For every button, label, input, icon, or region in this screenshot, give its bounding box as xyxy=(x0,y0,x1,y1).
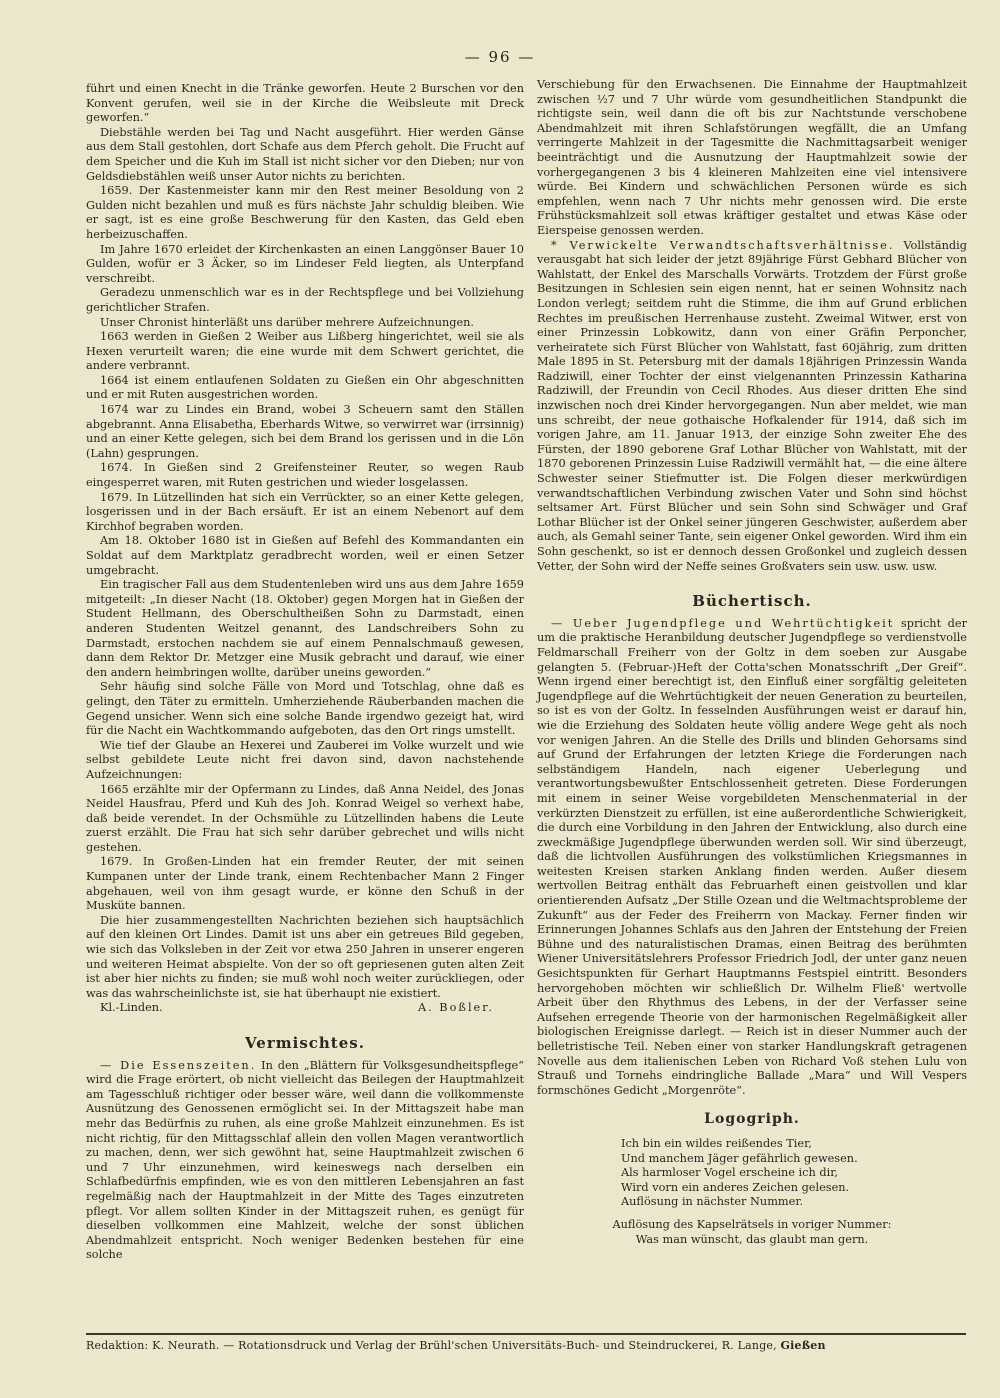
left-paragraph: Im Jahre 1670 erleidet der Kirchenkasten an einen Langgönser Bauer 10 Gulden, wofür er 3 Äcker, so im Lindeser Feld liegten, als Unterpfand verschreibt. xyxy=(86,242,524,285)
left-paragraph: 1659. Der Kastenmeister kann mir den Rest meiner Besoldung von 2 Gulden nicht bezahlen und muß es fürs nächste Jahr schuldig bleiben. Wie er sagt, ist es eine große Beschwerung für den Kasten, das Geld eben herbeizuschaffen. xyxy=(86,184,524,241)
logogriph-poem xyxy=(537,1137,967,1210)
left-paragraph: 1674. In Gießen sind 2 Greifensteiner Reuter, so wegen Raub eingesperret waren, mit Ruten gestrichen und wieder losgelassen. xyxy=(86,461,524,490)
left-paragraph: Unser Chronist hinterläßt uns darüber mehrere Aufzeichnungen. xyxy=(100,315,475,329)
essenszeiten-continuation: Verschiebung für den Erwachsenen. Die Einnahme der Hauptmahlzeit zwischen ½7 und 7 Uhr würde vom gesundheitlichen Standpunkt die richtigste sein, weil dann die oft bis zur Nachtstunde verschobene Abendmahlzeit mit ihren Schlafstörungen wegfällt, die an Umfang verringerte Mahlzeit in der Tagesmitte die Nachmittagsarbeit weniger beeinträchtigt und die Ausnutzung der Hauptmahlzeit sowie der vorhergegangenen 3 bis 4 kleineren Mahlzeiten eine viel intensivere würde. Bei Kindern und schwächlichen Personen würde es sich empfehlen, wenn nach 7 Uhr nichts mehr genossen wird. Die erste Frühstücksmahlzeit soll etwas kräftiger gestaltet und etwas Käse oder Eierspeise genossen werden. xyxy=(537,78,967,237)
left-paragraph: 1674 war zu Lindes ein Brand, wobei 3 Scheuern samt den Ställen abgebrannt. Anna Elisabetha, Eberhards Witwe, so verwirret war (irrsinnig) und an einer Kette gelegen, sich bei dem Brand los gerissen und in die Lön (Lahn) gesprungen. xyxy=(86,403,524,460)
buechertisch-paragraph xyxy=(537,617,967,1099)
imprint-footer xyxy=(86,1339,966,1352)
left-paragraph: führt und einen Knecht in die Tränke geworfen. Heute 2 Burschen vor den Konvent gerufen, weil sie in der Kirche die Weibsleute mit Dreck geworfen.“ xyxy=(86,82,524,125)
page-number: — 96 — xyxy=(464,48,536,66)
left-paragraph: 1679. In Lützellinden hat sich ein Verrückter, so an einer Kette gelegen, losgerissen und in der Bach ersäuft. Er ist an einem Nebenort auf dem Kirchhof begraben worden. xyxy=(86,490,524,533)
left-paragraph: Am 18. Oktober 1680 ist in Gießen auf Befehl des Kommandanten ein Soldat auf dem Marktplatz geradbrecht worden, weil er einen Setzer umgebracht. xyxy=(86,534,524,577)
left-paragraph: 1665 erzählte mir der Opfermann zu Lindes, daß Anna Neidel, des Jonas Neidel Hausfrau, Pferd und Kuh des Joh. Konrad Weigel so verhext habe, daß beide verendet. In der Ochsmühle zu Lützellinden habens die Leute zuerst erzählt. Die Frau hat sich sehr darüber gebrechet und wills nicht gestehen. xyxy=(86,782,524,854)
imprint-city: Gießen xyxy=(780,1339,826,1352)
section-heading-buechertisch: Büchertisch. xyxy=(692,592,812,611)
signature-name: A. Boßler. xyxy=(417,1001,494,1015)
essenszeiten-paragraph xyxy=(86,1059,524,1263)
footer-rule xyxy=(86,1333,966,1335)
left-paragraph: 1663 werden in Gießen 2 Weiber aus Lißberg hingerichtet, weil sie als Hexen verurteilt waren; die eine wurde mit dem Schwert gerichtet, die andere verbrannt. xyxy=(86,330,524,373)
signature-place: Kl.-Linden. xyxy=(100,1001,163,1015)
verwandtschaft-paragraph xyxy=(537,239,967,575)
left-paragraph: Die hier zusammengestellten Nachrichten beziehen sich hauptsächlich auf den kleinen Ort Lindes. Damit ist uns aber ein getreues Bild gegeben, wie sich das Volksleben in der Zeit vor etwa 250 Jahren in unserer engeren und weiteren Heimat abspielte. Von der so oft gepriesenen guten alten Zeit ist aber hier nichts zu finden; sie muß wohl noch weiter zurückliegen, oder was das wahrscheinlichste ist, sie hat überhaupt nie existiert. xyxy=(86,913,524,1000)
left-paragraph: Wie tief der Glaube an Hexerei und Zauberei im Volke wurzelt und wie selbst gebildete Leute nicht frei davon sind, davon nachstehende Aufzeichnungen: xyxy=(86,738,524,781)
left-paragraph: Sehr häufig sind solche Fälle von Mord und Totschlag, ohne daß es gelingt, den Täter zu ermitteln. Umherziehende Räuberbanden machen die Gegend unsicher. Wenn sich eine solche Bande irgendwo gezeigt hat, wird für die Nacht ein Wachtkommando aufgeboten, das den Ort rings umstellt. xyxy=(86,680,524,738)
left-paragraphs xyxy=(86,82,524,1001)
buechertisch-lead: — Ueber Jugendpflege und Wehrtüchtigkeit xyxy=(551,616,895,630)
riddle-answer-label: Auflösung des Kapselrätsels in voriger Nummer: xyxy=(612,1217,892,1231)
left-paragraph: Ein tragischer Fall aus dem Studentenleben wird uns aus dem Jahre 1659 mitgeteilt: „In dieser Nacht (18. Oktober) gegen Morgen hat in Gießen der Student Hellmann, des Oberschultheißen Sohn zu Darmstadt, einen anderen Studenten Weitzel genannt, des Landschreibers Sohn zu Darmstadt, erstochen nachdem sie auf einem Pennalschmauß gewesen, dann dem Rektor Dr. Metzger eine Musik gebracht und darauf, wie einer den andern heimbringen wollte, darüber uneins geworden.“ xyxy=(86,578,524,679)
verwandtschaft-text: Vollständig verausgabt hat sich leider der jetzt 89jährige Fürst Gebhard Blücher von Wahlstatt, der Enkel des Marschalls Vorwärts. Trotzdem der Fürst große Besitzungen in Schlesien sein eigen nennt, hat er seinen Wohnsitz nach London verlegt; seitdem ruht die Stimme, die ihm auf Grund erblichen Rechtes im preußischen Herrenhause zusteht. Zweimal Witwer, erst von einer Prinzessin Lobkowitz, dann von einer Gräfin Perponcher, verheiratete sich Fürst Blücher von Wahlstatt, fast 60jährig, zum dritten Male 1895 in St. Petersburg mit der damals 18jährigen Prinzessin Wanda Radziwill, einer Tochter der einst vielgenannten Prinzessin Katharina Radziwill, der Freundin von Cecil Rhodes. Aus dieser dritten Ehe sind inzwischen noch drei Kinder hervorgegangen. Nun aber meldet, wie man uns schreibt, der neue gothaische Hofkalender für 1914, daß sich im vorigen Jahre, am 11. Januar 1913, der einzige Sohn zweiter Ehe des Fürsten, der 1890 geborene Graf Lothar Blücher von Wahlstatt, mit der 1870 geborenen Prinzessin Luise Radziwill vermählt hat, — die eine ältere Schwester seiner Stiefmutter ist. Die Folgen dieser merkwürdigen verwandtschaftlichen Verbindung zwischen Vater und Sohn sind höchst seltsamer Art. Fürst Blücher und sein Sohn sind Schwäger und Graf Lothar Blücher ist der Onkel seiner jüngeren Geschwister, außerdem aber auch, als Gemahl seiner Tante, sein eigener Onkel geworden. Wird ihm ein Sohn geschenkt, so ist er dennoch dessen Großonkel und zugleich dessen Vetter, der Sohn wird der Neffe seines Großvaters sein usw. usw. usw. xyxy=(537,238,968,573)
left-paragraph: Diebstähle werden bei Tag und Nacht ausgeführt. Hier werden Gänse aus dem Stall gestohlen, dort Schafe aus dem Pferch geholt. Die Frucht auf dem Speicher und die Kuh im Stall ist nicht sicher vor den Dieben; nur von Geldsdiebstählen weiß unser Autor nichts zu berichten. xyxy=(86,125,524,183)
buechertisch-text: spricht der um die praktische Heranbildung deutscher Jugendpflege so verdienstvolle Feldmarschall Freiherr von der Goltz in dem soeben zur Ausgabe gelangten 5. (Februar-)Heft der Cotta'schen Monatsschrift „Der Greif“. Wenn irgend einer berechtigt ist, den Einfluß einer sorgfältig geleiteten Jugendpflege auf die Wehrtüchtigkeit der neuen Generation zu beurteilen, so ist es von der Goltz. In fesselnden Ausführungen weist er darauf hin, wie die Erziehung des Soldaten heute völlig andere Wege geht als noch vor wenigen Jahren. An die Stelle des Drills und blinden Gehorsams sind auf Grund der Erfahrungen der letzten Kriege die Forderungen nach selbständigem Handeln, nach eigener Ueberlegung und verantwortungsbewußter Entschlossenheit getreten. Diese Forderungen mit einem in seiner Weise vorgebildeten Menschenmaterial in der verkürzten Dienstzeit zu erfüllen, ist eine außerordentliche Schwierigkeit, die durch eine Vorbildung in den Jahren der Entwicklung, also durch eine zweckmäßige Jugendpflege überwunden werden soll. Wir sind überzeugt, daß die lichtvollen Ausführungen des volkstümlichen Kriegsmannes in weitesten Kreisen starken Anklang finden werden. Außer diesem wertvollen Beitrag enthält das Februarheft einen geistvollen und klar orientierenden Aufsatz „Der Stille Ozean und die Weltmachtsprobleme der Zukunft“ aus der Feder des Freiherrn von Mackay. Ferner finden wir Erinnerungen Johannes Schlafs aus den Jahren der Entstehung der Freien Bühne und des naturalistischen Dramas, einen Beitrag des berühmten Wiener Universitätslehrers Professor Friedrich Jodl, der unter ganz neuen Gesichtspunkten für Gerhart Hauptmanns Festspiel eintritt. Besonders hervorgehoben möchten wir schließlich Dr. Wilhelm Fließ' wertvolle Arbeit über den Rhythmus des Lebens, in der der Verfasser seine Aufsehen erregende Theorie von der harmonischen Regelmäßigkeit aller biologischen Ereignisse darlegt. — Reich ist in dieser Nummer auch der belletristische Teil. Neben einer von starker Handlungskraft getragenen Novelle aus dem italienischen Leben von Richard Voß stehen Lulu von Strauß und Tornehs eindringliche Ballade „Mara“ und Will Vespers formschönes Gedicht „Morgenröte“. xyxy=(537,616,968,1097)
poem-line: Ich bin ein wildes reißendes Tier, xyxy=(621,1136,812,1150)
section-heading-vermischtes: Vermischtes. xyxy=(245,1034,365,1052)
essenszeiten-text: In den „Blättern für Volksgesundheitspflege“ wird die Frage erörtert, ob nicht vielleicht das Beilegen der Hauptmahlzeit am Tagesschluß richtiger oder besser wäre, weil dann die vollkommenste Ausnützung des Genossenen ermöglicht sei. In der Mittagszeit habe man mehr das Bedürfnis zu ruhen, als eine große Mahlzeit einzunehmen. Es ist nicht richtig, für den Mittagsschlaf allein den vollen Magen verantwortlich zu machen, denn, wer sich gewöhnt hat, seine Hauptmahlzeit zwischen 6 und 7 Uhr einzunehmen, wird keineswegs nach derselben ein Schlafbedürfnis empfinden, wie es von den mittleren Lebensjahren an fast regelmäßig nach der Hauptmahlzeit in der Mitte des Tages einzutreten pflegt. Vor allem sollten Kinder in der Mittagszeit ruhen, es genügt für dieselben vollkommen eine Mahlzeit, welche der sonst üblichen Abendmahlzeit entspricht. Noch weniger Bedenken bestehen für eine solche xyxy=(86,1058,525,1262)
section-heading-logogriph: Logogriph. xyxy=(704,1111,800,1128)
essenszeiten-lead: — Die Essenszeiten. xyxy=(100,1058,257,1072)
article-signature xyxy=(86,1001,524,1016)
poem-line: Wird vorn ein anderes Zeichen gelesen. xyxy=(621,1180,850,1194)
left-column xyxy=(86,82,524,1263)
left-paragraph: 1664 ist einem entlaufenen Soldaten zu Gießen ein Ohr abgeschnitten und er mit Ruten ausgestrichen worden. xyxy=(86,373,524,402)
verwandtschaft-lead: * Verwickelte Verwandtschaftsverhältnisse. xyxy=(551,238,895,252)
riddle-answer-text: Was man wünscht, das glaubt man gern. xyxy=(635,1232,869,1246)
left-paragraph: Geradezu unmenschlich war es in der Rechtspflege und bei Vollziehung gerichtlicher Strafen. xyxy=(86,286,524,314)
riddle-answer xyxy=(537,1218,967,1247)
poem-line: Und manchem Jäger gefährlich gewesen. xyxy=(621,1151,858,1165)
left-paragraph: 1679. In Großen-Linden hat ein fremder Reuter, der mit seinen Kumpanen unter der Linde trank, einem Rechtenbacher Mann 2 Finger abgehauen, weil von ihm gesagt wurde, er könne den Schuß in der Musküte bannen. xyxy=(86,855,524,913)
poem-line: Auflösung in nächster Nummer. xyxy=(621,1195,804,1209)
imprint-text: Redaktion: K. Neurath. — Rotationsdruck und Verlag der Brühl'schen Universitäts-Buch- und Steindruckerei, R. Lange, xyxy=(86,1339,777,1352)
poem-line: Als harmloser Vogel erscheine ich dir, xyxy=(621,1166,838,1180)
right-column xyxy=(537,78,967,1247)
